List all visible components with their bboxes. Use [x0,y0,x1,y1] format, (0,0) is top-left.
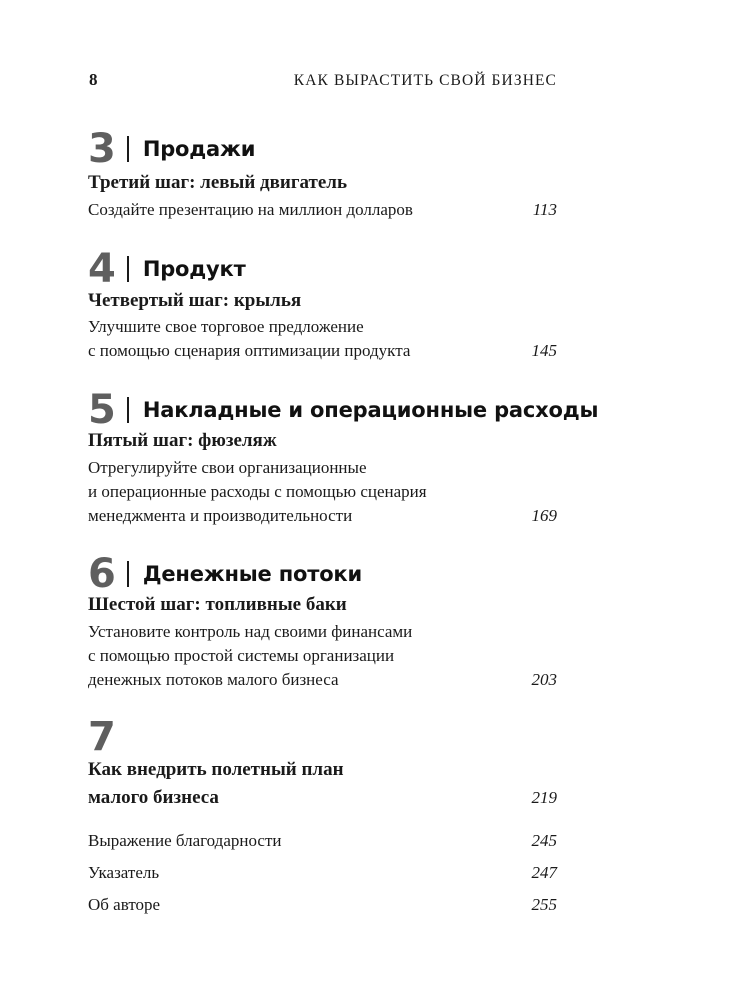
entry-text: с помощью сценария оптимизации продукта [88,341,411,360]
chapter-step: Третий шаг: левый двигатель [88,172,347,193]
entry-text: Отрегулируйте свои организационные [88,458,367,477]
toc-entry [88,456,557,528]
entry-page: 169 [531,506,557,525]
entry-page: 203 [531,670,557,689]
chapter-heading [88,387,599,433]
chapter-step: Шестой шаг: топливные баки [88,594,347,615]
chapter-step: Пятый шаг: фюзеляж [88,430,277,451]
chapter-divider [127,256,129,282]
chapter-number: 3 [88,126,116,172]
entry-text: малого бизнеса [88,787,219,808]
chapter-number: 5 [88,387,116,433]
chapter-heading [88,126,256,172]
entry-text: Об авторе [88,895,161,914]
chapter-title: Продукт [142,257,246,281]
entry-text: менеджмента и производительности [88,506,353,525]
toc-entry [88,829,557,853]
entry-page: 247 [531,863,557,882]
chapter-heading [88,714,116,760]
chapter-number: 7 [88,714,116,760]
running-head: КАК ВЫРАСТИТЬ СВОЙ БИЗНЕС [293,72,557,89]
entry-text: Выражение благодарности [88,831,282,850]
chapter-title: Накладные и операционные расходы [142,398,599,422]
chapter-title: Продажи [142,137,256,161]
entry-page: 219 [531,788,557,807]
entry-text: Создайте презентацию на миллион долларов [88,200,413,219]
chapter-divider [127,561,129,587]
chapter-title: Денежные потоки [142,562,362,586]
entry-page: 245 [531,831,557,850]
chapter-heading [88,246,246,292]
chapter-number: 4 [88,246,116,292]
toc-entry [88,620,557,692]
entry-text: Указатель [88,863,160,882]
chapter-heading [88,551,362,597]
entry-text: Установите контроль над своими финансами [88,622,413,641]
toc-entry [88,861,557,885]
entry-text: Улучшите свое торговое предложение [88,317,364,336]
entry-page: 255 [531,895,557,914]
toc-entry [88,315,557,363]
chapter-divider [127,136,129,162]
chapter-divider [127,397,129,423]
entry-text: и операционные расходы с помощью сценария [88,482,427,501]
toc-entry [88,198,557,222]
toc-entry [88,893,557,917]
entry-page: 145 [531,341,557,360]
entry-text: Как внедрить полетный план [88,759,344,780]
page-number: 8 [89,70,98,89]
chapter-number: 6 [88,551,116,597]
chapter-step: Четвертый шаг: крылья [88,290,302,311]
toc-entry [88,756,557,812]
entry-page: 113 [532,200,557,219]
entry-text: с помощью простой системы организации [88,646,395,665]
entry-text: денежных потоков малого бизнеса [88,670,339,689]
